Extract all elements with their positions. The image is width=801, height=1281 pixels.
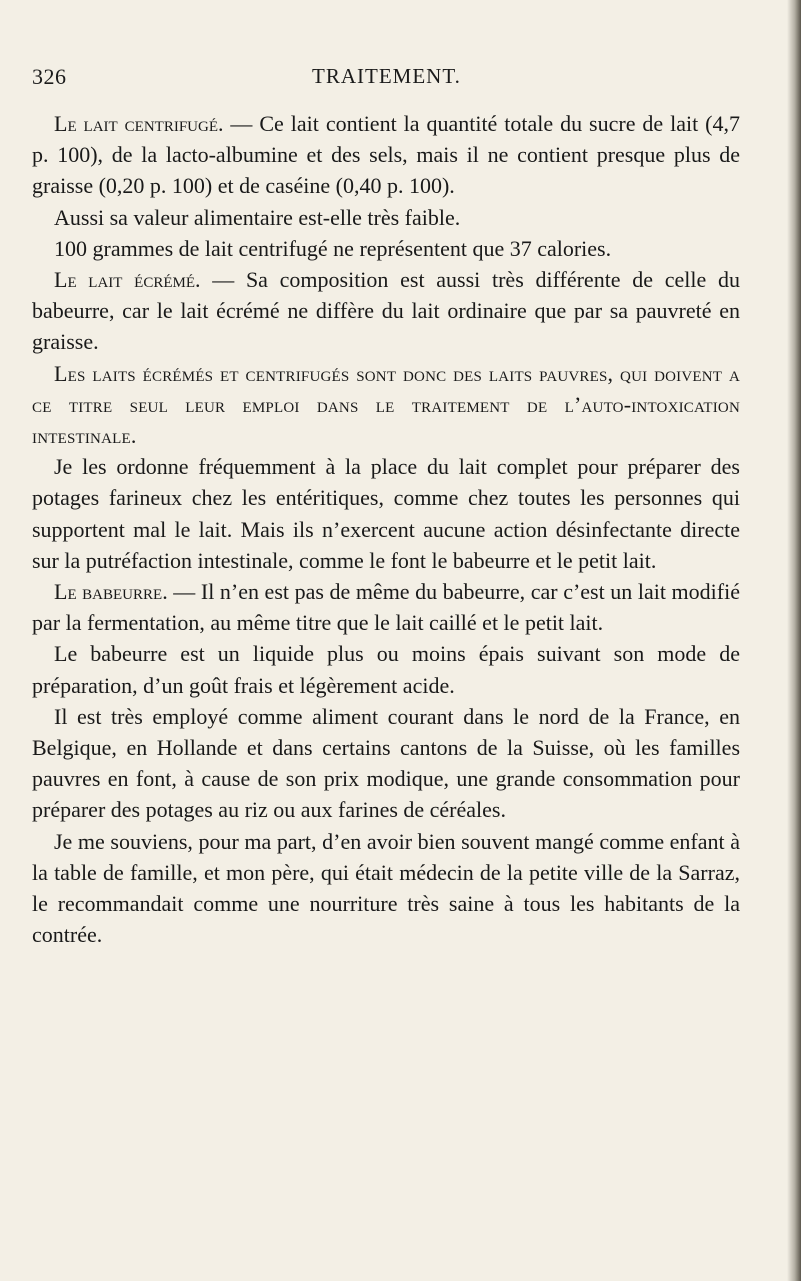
paragraph-text: — Il n’en est pas de même du babeurre, car c’est un lait modifié par la fermentation, au même titre que le lait caillé et le petit lait. — [32, 579, 740, 636]
section-lead-lait-ecreme: Le lait écrémé. — [54, 267, 201, 293]
page-edge-shadow — [787, 0, 801, 1281]
paragraph-text: — Ce lait contient la quantité totale du sucre de lait (4,7 p. 100), de la lacto-albumine et des sels, mais il ne contient presque plus de graisse (0,20 p. 100) et de caséine (0,40 p. 100). — [32, 111, 740, 199]
paragraph-text: Je les ordonne fréquemment à la place du lait complet pour préparer des potages farineux chez les entéritiques, comme chez toutes les personnes qui supportent mal le lait. Mais ils n’exercent aucune action désinfectante directe sur la putréfaction intestinale, comme le font le babeurre et le petit lait. — [32, 454, 740, 573]
running-title: TRAITEMENT. — [312, 64, 461, 88]
paragraph-text: — Sa composition est aussi très différente de celle du babeurre, car le lait écrémé ne diffère du lait ordinaire que par sa pauvreté en graisse. — [32, 267, 740, 355]
paragraph-text: Il est très employé comme aliment courant dans le nord de la France, en Belgique, en Hollande et dans certains cantons de la Suisse, où les familles pauvres en font, à cause de son prix modique, une grande consommation pour préparer des potages au riz ou aux farines de céréales. — [32, 703, 740, 823]
paragraph — [32, 202, 740, 233]
small-caps-statement — [32, 358, 740, 452]
body-text — [32, 108, 740, 950]
paragraph-lait-centrifuge — [32, 108, 740, 202]
paragraph — [32, 826, 740, 951]
section-lead-babeurre: Le babeurre. — [54, 579, 168, 605]
paragraph — [32, 451, 740, 576]
paragraph — [32, 701, 740, 826]
paragraph-text: Je me souviens, pour ma part, d’en avoir bien souvent mangé comme enfant à la table de famille, et mon père, qui était médecin de la petite ville de la Sarraz, le recommandait comme une nourriture très saine à tous les habitants de la contrée. — [32, 828, 740, 948]
paragraph-text: Les laits écrémés et centrifugés sont donc des laits pauvres, qui doivent a ce titre seul leur emploi dans le traitement de l’auto-intoxication intestinale. — [32, 360, 740, 449]
paragraph — [32, 638, 740, 700]
page-header — [0, 64, 801, 94]
paragraph-text: Aussi sa valeur alimentaire est-elle très faible. — [54, 204, 461, 230]
paragraph — [32, 233, 740, 264]
paragraph-babeurre — [32, 576, 740, 638]
section-lead-lait-centrifuge: Le lait centrifugé. — [54, 111, 224, 136]
paragraph-text: Le babeurre est un liquide plus ou moins épais suivant son mode de préparation, d’un goût frais et légèrement acide. — [32, 641, 740, 698]
paragraph-lait-ecreme — [32, 264, 740, 358]
paragraph-text: 100 grammes de lait centrifugé ne représentent que 37 calories. — [54, 235, 612, 261]
page-number: 326 — [32, 64, 67, 89]
